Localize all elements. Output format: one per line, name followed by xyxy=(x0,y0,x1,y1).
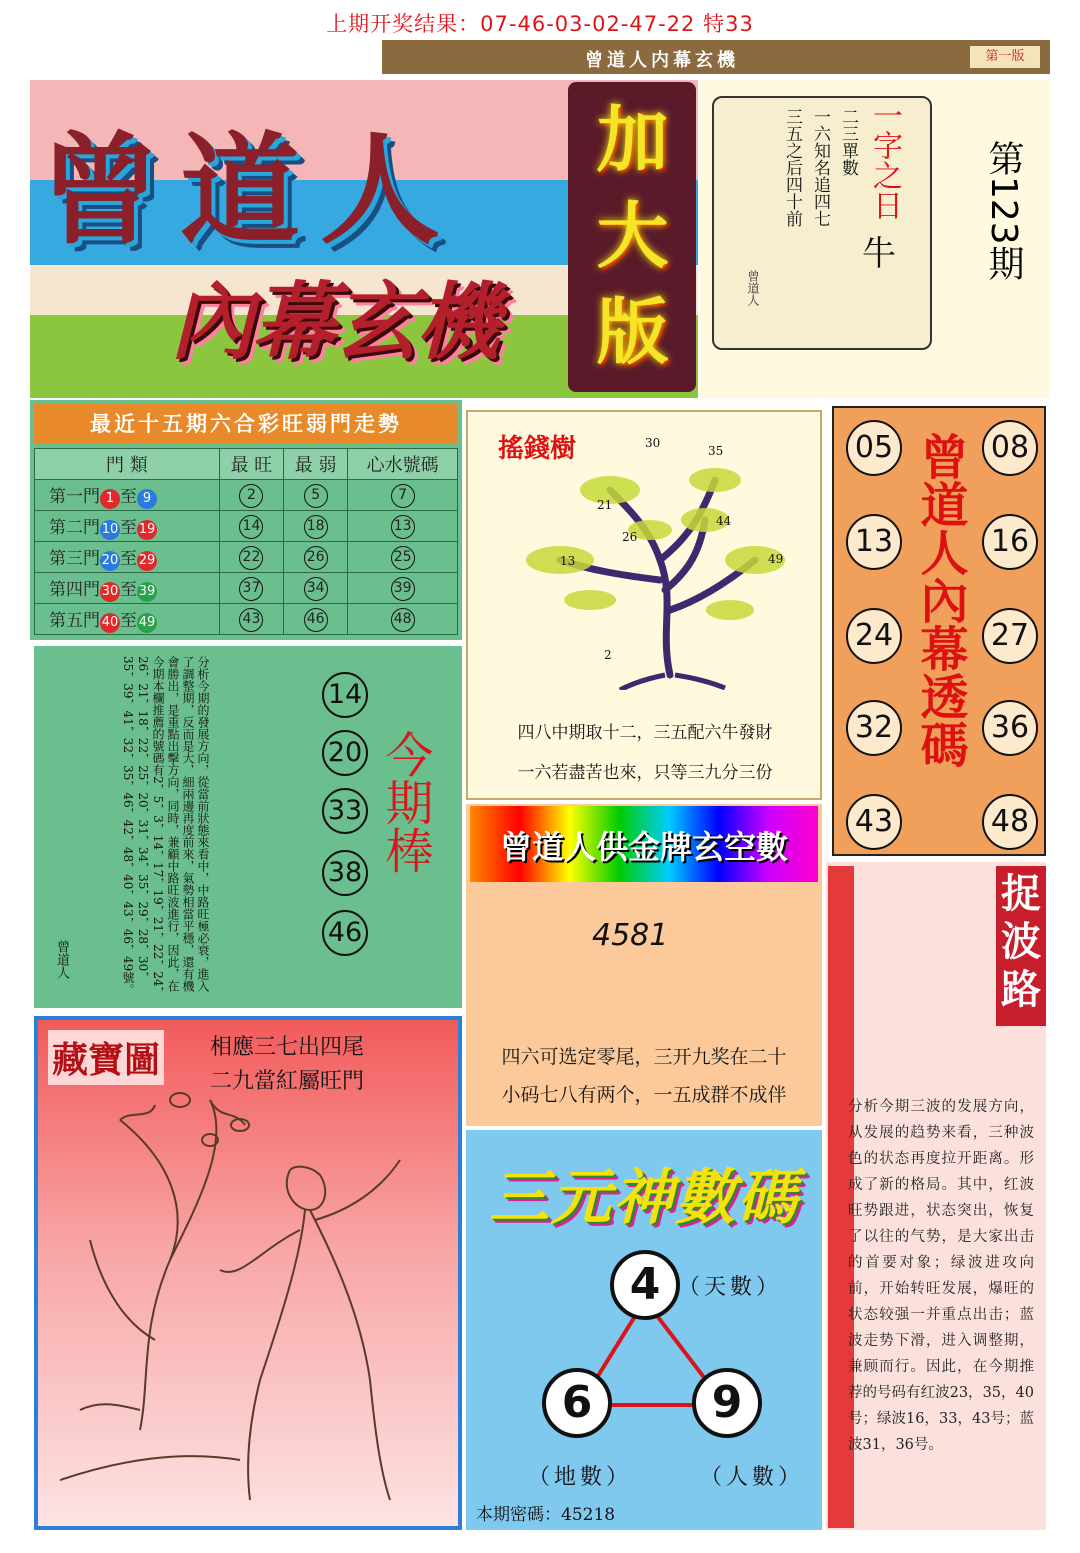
trend-row xyxy=(35,573,458,604)
pick-number: 25 xyxy=(391,546,415,570)
door-label: 第五門 xyxy=(49,610,100,631)
door-cell xyxy=(35,542,220,573)
tree-number: 13 xyxy=(560,554,576,568)
door-cell xyxy=(35,573,220,604)
tree-number: 26 xyxy=(622,530,638,544)
tree-illustration-icon xyxy=(500,450,800,690)
best-number: 38 xyxy=(322,850,368,896)
range-end-ball: 9 xyxy=(137,489,157,509)
door-cell xyxy=(35,604,220,635)
pick-number: 39 xyxy=(391,577,415,601)
page-badge: 第一版 xyxy=(970,46,1040,68)
tree-number: 30 xyxy=(645,436,661,450)
range-end-ball: 19 xyxy=(137,520,157,540)
cold-number: 18 xyxy=(304,515,328,539)
door-label: 第二門 xyxy=(49,517,100,538)
range-separator: 至 xyxy=(120,548,137,569)
lady-illustration-icon xyxy=(60,1080,440,1520)
pick-number: 7 xyxy=(391,484,415,508)
cold-number: 26 xyxy=(304,546,328,570)
yuan-earth-number: 6 xyxy=(542,1368,612,1438)
wave-label-text: 捉波路 xyxy=(1001,870,1041,1013)
gold-handwritten-number: 4581 xyxy=(592,918,669,953)
treasure-poem-line: 二九當紅屬旺門 xyxy=(210,1069,365,1094)
treasure-title: 藏寶圖 xyxy=(48,1030,164,1085)
lucky-number: 08 xyxy=(982,420,1038,476)
money-tree-poem-line: 一六若盡苦也來，只等三九分三份 xyxy=(517,763,773,783)
hot-cell xyxy=(219,480,283,511)
issue-number: 第123期 xyxy=(983,140,1024,281)
header-title: 曾道人内幕玄機 xyxy=(585,50,739,71)
range-separator: 至 xyxy=(120,517,137,538)
door-label: 第三門 xyxy=(49,548,100,569)
lucky-number: 24 xyxy=(846,608,902,664)
lucky-number: 36 xyxy=(982,700,1038,756)
trend-row xyxy=(35,604,458,635)
range-start-ball: 30 xyxy=(100,582,120,602)
analysis-text: 分析今期的發展方向，從當前狀態來看中，中路旺極必衰，進入了調整期，反而是大，細兩邊再度前來，氣勢相當平穩，還有機會勝出，是重點出擊方向，同時，兼顧中路旺波進行，因此，在今期本欄推薦的號碼有2，5，3，14，17，19，21，22，24，26，21，18，22，25，20，31，34，35，29，28，30，35，39，41，32，35，46，42，48，40，43，46，49號。 xyxy=(121,656,210,999)
hot-cell xyxy=(219,542,283,573)
door-cell xyxy=(35,511,220,542)
col-header: 最 弱 xyxy=(284,449,348,480)
lucky-number: 27 xyxy=(982,608,1038,664)
money-tree-title: 搖錢樹 xyxy=(498,434,577,464)
lucky-number: 48 xyxy=(982,794,1038,850)
best-label: 今期棒 xyxy=(377,730,433,874)
range-end-ball: 39 xyxy=(137,582,157,602)
tree-number: 21 xyxy=(597,498,613,512)
range-separator: 至 xyxy=(120,486,137,507)
range-start-ball: 40 xyxy=(100,613,120,633)
cold-cell xyxy=(284,480,348,511)
trend-table xyxy=(34,448,458,635)
cold-number: 5 xyxy=(304,484,328,508)
secret-code: 本期密碼：45218 xyxy=(476,1505,616,1525)
pick-cell xyxy=(348,604,458,635)
analysis-signature: 曾道人 xyxy=(54,940,69,979)
cold-cell xyxy=(284,511,348,542)
range-end-ball: 49 xyxy=(137,613,157,633)
scroll-zodiac: 牛 xyxy=(862,234,896,274)
pick-number: 48 xyxy=(391,608,415,632)
scroll-line-2: 一六知名追四七 xyxy=(810,108,830,227)
col-header: 最 旺 xyxy=(219,449,283,480)
range-separator: 至 xyxy=(120,610,137,631)
hot-number: 43 xyxy=(239,608,263,632)
wave-label xyxy=(996,866,1046,1026)
gold-poem-line: 小码七八有两个，一五成群不成伴 xyxy=(501,1084,787,1106)
range-start-ball: 1 xyxy=(100,489,120,509)
yuan-earth-label: （地數） xyxy=(528,1465,633,1490)
range-separator: 至 xyxy=(120,579,137,600)
hot-number: 2 xyxy=(239,484,263,508)
cold-number: 46 xyxy=(304,608,328,632)
brand-subtitle: 內幕玄機 xyxy=(170,272,499,371)
door-label: 第四門 xyxy=(49,579,100,600)
col-header: 心水號碼 xyxy=(348,449,458,480)
range-start-ball: 20 xyxy=(100,551,120,571)
lucky-number: 16 xyxy=(982,514,1038,570)
yuan-human-label: （人數） xyxy=(700,1465,805,1490)
gold-poem-line: 四六可选定零尾，三开九奖在二十 xyxy=(501,1046,787,1068)
best-number: 14 xyxy=(322,672,368,718)
yuan-human-number: 9 xyxy=(692,1368,762,1438)
range-start-ball: 10 xyxy=(100,520,120,540)
yuan-heaven-label: （天數） xyxy=(678,1275,783,1300)
range-end-ball: 29 xyxy=(137,551,157,571)
tree-number: 35 xyxy=(708,444,724,458)
brand-title: 曾道人 xyxy=(40,120,460,261)
hot-cell xyxy=(219,511,283,542)
money-tree-poem-line: 四八中期取十二，三五配六牛發財 xyxy=(517,723,773,743)
trend-row xyxy=(35,542,458,573)
trend-row xyxy=(35,480,458,511)
hot-number: 37 xyxy=(239,577,263,601)
best-number: 33 xyxy=(322,788,368,834)
last-draw-result: 上期开奖结果：07-46-03-02-47-22 特33 xyxy=(326,12,754,36)
door-label: 第一門 xyxy=(49,486,100,507)
lucky-title: 曾道人內幕透碼 xyxy=(912,432,968,768)
wave-analysis-text: 分析今期三波的发展方向，从发展的趋势来看，三种波色的状态再度拉开距离。形成了新的格局。其中，红波旺势跟进，状态突出，恢复了以往的气势，是大家出击的首要对象；绿波进攻向前，开始转旺发展，爆旺的状态较强一并重点出击；蓝波走势下滑，进入调整期，兼顾而行。因此，在今期推荐的号码有红波23，35，40号；绿波16，33，43号；蓝波31，36号。 xyxy=(848,1099,1034,1453)
scroll-line-3: 三五之后四十前 xyxy=(782,108,802,227)
tree-number: 49 xyxy=(768,552,784,566)
lucky-number: 13 xyxy=(846,514,902,570)
edition-label: 加大版 xyxy=(596,97,669,374)
gold-title: 曾道人供金牌玄空數 xyxy=(499,828,788,866)
cold-number: 34 xyxy=(304,577,328,601)
scroll-line-1: 二三單數 xyxy=(838,108,858,176)
cold-cell xyxy=(284,573,348,604)
door-cell xyxy=(35,480,220,511)
cold-cell xyxy=(284,604,348,635)
tree-number: 44 xyxy=(716,514,732,528)
yuan-heaven-number: 4 xyxy=(610,1250,680,1320)
lucky-number: 43 xyxy=(846,794,902,850)
pick-cell xyxy=(348,573,458,604)
hot-cell xyxy=(219,604,283,635)
scroll-heading: 一字之日 xyxy=(867,100,902,220)
three-yuan-title: 三元神數碼 xyxy=(489,1163,799,1233)
lucky-number: 32 xyxy=(846,700,902,756)
col-header: 門 類 xyxy=(35,449,220,480)
hot-number: 22 xyxy=(239,546,263,570)
hot-cell xyxy=(219,573,283,604)
pick-cell xyxy=(348,511,458,542)
tree-number: 2 xyxy=(604,648,612,662)
best-number: 20 xyxy=(322,730,368,776)
pick-cell xyxy=(348,542,458,573)
scroll-signature: 曾道人 xyxy=(746,270,760,306)
lucky-number: 05 xyxy=(846,420,902,476)
trend-title: 最近十五期六合彩旺弱門走勢 xyxy=(34,404,458,444)
pick-cell xyxy=(348,480,458,511)
best-number: 46 xyxy=(322,910,368,956)
cold-cell xyxy=(284,542,348,573)
pick-number: 13 xyxy=(391,515,415,539)
treasure-poem-line: 相應三七出四尾 xyxy=(210,1035,365,1060)
hot-number: 14 xyxy=(239,515,263,539)
trend-row xyxy=(35,511,458,542)
